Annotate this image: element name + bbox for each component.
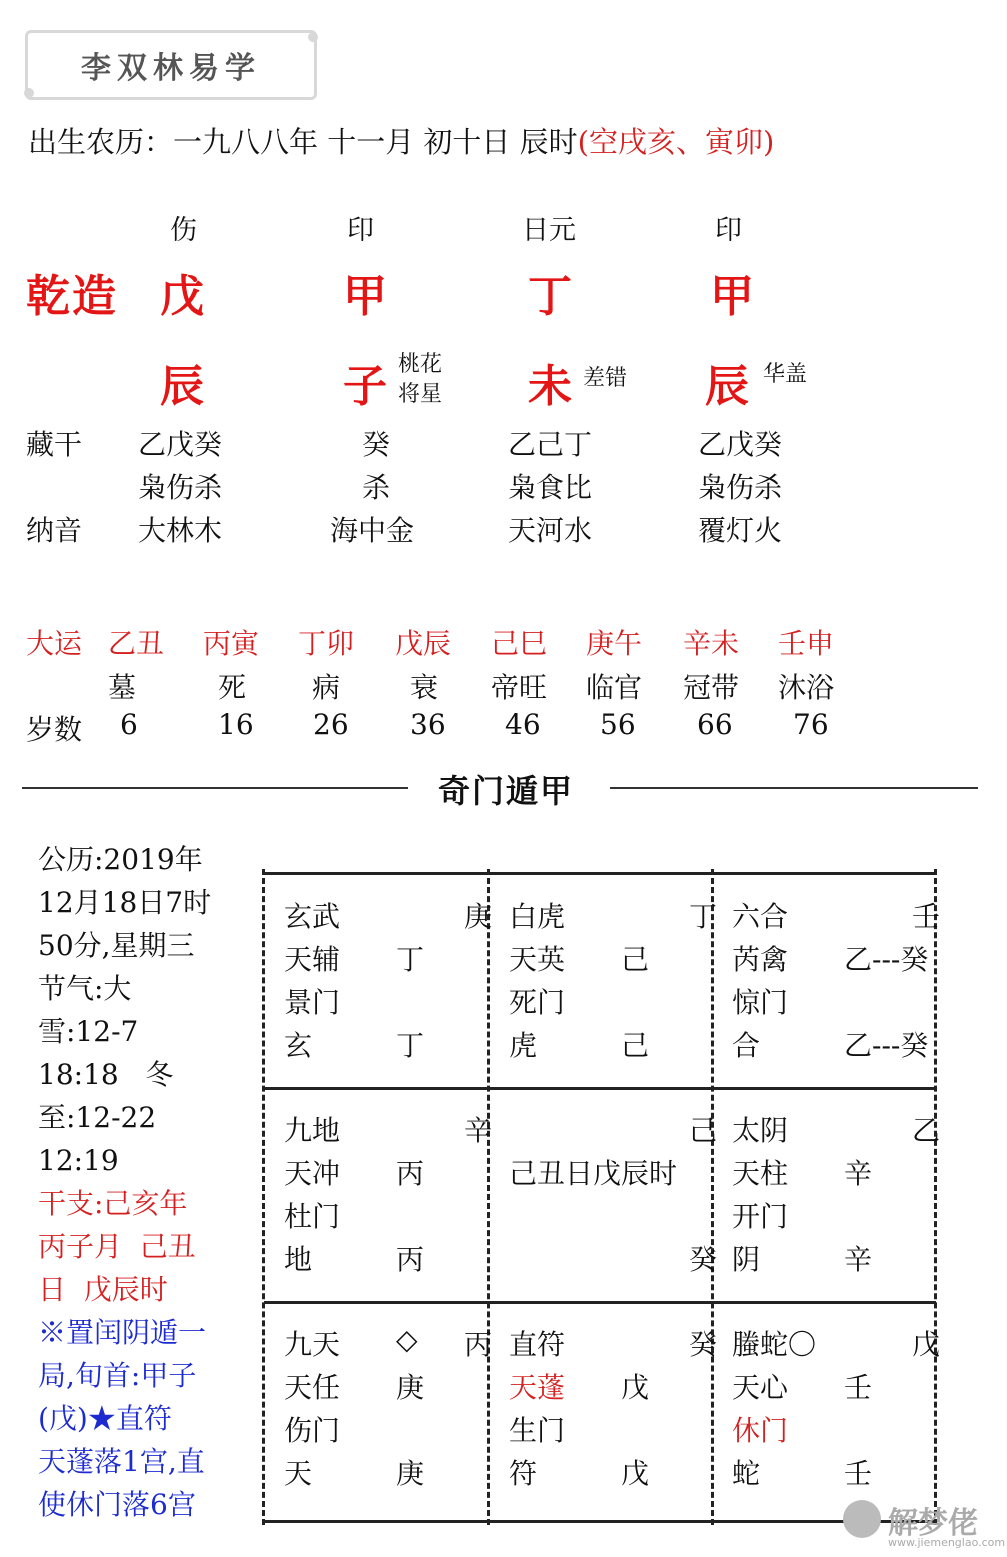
palace-stem: 丁	[688, 900, 717, 933]
dayun-item: 乙丑	[108, 627, 165, 660]
age-value: 6	[120, 708, 138, 741]
hidden-0: 乙戊癸	[138, 428, 223, 461]
palace-primary: 直符	[509, 1328, 566, 1361]
palace-middle: 丁	[396, 943, 425, 976]
palace-primary: 地	[284, 1243, 313, 1276]
dayun-item: 庚午	[586, 627, 643, 660]
palace-primary: 玄	[284, 1029, 313, 1062]
palace-primary: 天心	[732, 1371, 789, 1404]
stem-0: 戊	[160, 271, 206, 322]
grid-vline	[934, 869, 937, 1525]
ganzhi-line: 干支:己亥年	[38, 1187, 188, 1220]
palace-primary: 白虎	[509, 900, 566, 933]
nine-palace-grid	[264, 872, 940, 1523]
god-0: 伤	[170, 215, 197, 246]
palace-middle: 辛	[844, 1243, 873, 1276]
palace-primary: 螣蛇〇	[732, 1328, 817, 1361]
watermark-url: www.jiemenglao.com	[888, 1536, 1006, 1549]
branch-note-1: 桃花 将星	[398, 352, 443, 407]
branch-2: 未	[528, 361, 574, 412]
info-line: 公历:2019年	[38, 843, 203, 876]
age-value: 36	[410, 708, 446, 741]
dayun-item: 己巳	[491, 627, 548, 660]
note-line: (戊)★直符	[38, 1402, 172, 1435]
palace-cell	[732, 1109, 940, 1309]
palace-primary: 天柱	[732, 1157, 789, 1190]
palace-primary: 阴	[732, 1243, 761, 1276]
info-line: 50分,星期三	[38, 929, 195, 962]
brand-box	[25, 30, 317, 100]
brand-title: 李双林易学	[81, 51, 261, 86]
palace-middle: 庚	[396, 1457, 425, 1490]
palace-primary: 死门	[509, 986, 566, 1019]
age-value: 66	[697, 708, 733, 741]
dayun-item: 辛未	[683, 627, 740, 660]
palace-middle: 丙	[396, 1243, 425, 1276]
palace-primary: 玄武	[284, 900, 341, 933]
grid-vline	[262, 869, 265, 1525]
note-line: ※置闰阴遁一	[38, 1316, 207, 1349]
dayun-item: 壬申	[778, 627, 835, 660]
palace-middle: 乙---癸	[844, 1029, 929, 1062]
dayun-stage: 冠带	[683, 671, 740, 704]
dayun-stage: 衰	[410, 671, 439, 704]
age-value: 76	[793, 708, 829, 741]
branch-3: 辰	[705, 361, 751, 412]
palace-cell	[509, 895, 717, 1095]
divider-left	[22, 787, 408, 789]
palace-primary: 九天	[284, 1328, 341, 1361]
note-line: 局,旬首:甲子	[38, 1359, 197, 1392]
dayun-stage: 死	[218, 671, 247, 704]
watermark-text: 解梦佬	[888, 1506, 978, 1541]
stem-2: 丁	[528, 271, 574, 322]
palace-middle: 戊	[621, 1371, 650, 1404]
palace-primary: 符	[509, 1457, 538, 1490]
palace-stem: 己	[688, 1114, 717, 1147]
palace-primary: 芮禽	[732, 943, 789, 976]
stem-1: 甲	[343, 271, 389, 322]
nayin-3: 覆灯火	[698, 514, 783, 547]
brand-corner-dot	[24, 88, 34, 98]
palace-primary: 开门	[732, 1200, 789, 1233]
branch-note-3: 华盖	[763, 362, 808, 387]
age-value: 16	[218, 708, 254, 741]
palace-stem: 癸	[688, 1243, 717, 1276]
age-value: 46	[505, 708, 541, 741]
age-value: 26	[313, 708, 349, 741]
qimen-title: 奇门遁甲	[438, 772, 575, 810]
divider-right	[610, 787, 978, 789]
palace-middle: 壬	[844, 1371, 873, 1404]
brand-corner-dot	[308, 32, 318, 42]
palace-primary: 惊门	[732, 986, 789, 1019]
palace-middle: 己	[621, 943, 650, 976]
info-line: 至:12-22	[38, 1101, 157, 1134]
nayin-label: 纳音	[26, 514, 83, 547]
palace-cell	[284, 895, 492, 1095]
palace-middle: 丙	[396, 1157, 425, 1190]
palace-primary: 太阴	[732, 1114, 789, 1147]
palace-primary: 天	[284, 1457, 313, 1490]
dayun-item: 丁卯	[298, 627, 355, 660]
branch-0: 辰	[160, 361, 206, 412]
info-line: 18:18 冬	[38, 1058, 174, 1091]
palace-primary: 伤门	[284, 1414, 341, 1447]
hidden-god-1: 杀	[362, 471, 391, 504]
palace-stem: 丙	[463, 1328, 492, 1361]
dayun-label: 大运	[26, 627, 83, 660]
god-2: 日元	[522, 215, 576, 246]
branch-note-2: 差错	[583, 366, 628, 391]
palace-primary: 合	[732, 1029, 761, 1062]
palace-middle: 辛	[844, 1157, 873, 1190]
palace-middle: 丁	[396, 1029, 425, 1062]
palace-middle: 乙---癸	[844, 943, 929, 976]
stem-3: 甲	[710, 271, 756, 322]
palace-stem: 癸	[688, 1328, 717, 1361]
dayun-stage: 病	[312, 671, 341, 704]
hidden-god-0: 枭伤杀	[138, 471, 223, 504]
dayun-stage: 帝旺	[491, 671, 548, 704]
palace-stem: 庚	[463, 900, 492, 933]
hidden-god-2: 枭食比	[508, 471, 593, 504]
palace-cell	[509, 1109, 717, 1309]
palace-primary: 天蓬	[509, 1371, 566, 1404]
info-line: 雪:12-7	[38, 1015, 139, 1048]
nayin-0: 大林木	[138, 514, 223, 547]
palace-primary: 天辅	[284, 943, 341, 976]
palace-primary: 九地	[284, 1114, 341, 1147]
palace-stem: 戊	[911, 1328, 940, 1361]
watermark-logo-icon	[843, 1500, 881, 1538]
palace-primary: 天英	[509, 943, 566, 976]
palace-primary: 天冲	[284, 1157, 341, 1190]
branch-1: 子	[343, 361, 389, 412]
dayun-stage: 临官	[586, 671, 643, 704]
god-1: 印	[347, 215, 374, 246]
dayun-stage: 墓	[108, 671, 137, 704]
palace-primary: 蛇	[732, 1457, 761, 1490]
palace-cell	[284, 1109, 492, 1309]
kong-wang: (空戌亥、寅卯)	[577, 125, 775, 159]
palace-primary: 虎	[509, 1029, 538, 1062]
dayun-stage: 沐浴	[778, 671, 835, 704]
palace-middle: 己	[621, 1029, 650, 1062]
palace-middle: 戊	[621, 1457, 650, 1490]
birth-line	[28, 120, 774, 161]
info-line: 12:19	[38, 1144, 119, 1177]
hidden-3: 乙戊癸	[698, 428, 783, 461]
info-line: 节气:大	[38, 972, 132, 1005]
grid-vline	[487, 869, 490, 1525]
nayin-1: 海中金	[330, 514, 415, 547]
grid-vline	[711, 869, 714, 1525]
birth-date: 出生农历：一九八八年 十一月 初十日 辰时	[28, 125, 578, 159]
palace-primary: 六合	[732, 900, 789, 933]
palace-middle: 壬	[844, 1457, 873, 1490]
palace-stem: 乙	[911, 1114, 940, 1147]
palace-primary: 天任	[284, 1371, 341, 1404]
note-line: 使休门落6宫	[38, 1488, 196, 1521]
hidden-god-3: 枭伤杀	[698, 471, 783, 504]
palace-middle: 庚	[396, 1371, 425, 1404]
note-line: 天蓬落1宫,直	[38, 1445, 205, 1478]
palace-primary: 杜门	[284, 1200, 341, 1233]
dayun-item: 丙寅	[203, 627, 260, 660]
hidden-1: 癸	[362, 428, 391, 461]
hidden-2: 乙己丁	[508, 428, 593, 461]
chart-heading: 乾造	[26, 271, 118, 322]
palace-middle: ◇	[396, 1323, 418, 1356]
god-3: 印	[715, 215, 742, 246]
palace-primary: 己丑日戊辰时	[509, 1157, 678, 1190]
ganzhi-line: 日 戊辰时	[38, 1273, 168, 1306]
info-line: 12月18日7时	[38, 886, 212, 919]
hidden-label: 藏干	[26, 428, 83, 461]
nayin-2: 天河水	[508, 514, 593, 547]
qimen-info	[38, 838, 238, 1526]
palace-cell	[732, 895, 940, 1095]
palace-primary: 生门	[509, 1414, 566, 1447]
age-label: 岁数	[26, 713, 83, 746]
age-value: 56	[600, 708, 636, 741]
palace-stem: 辛	[463, 1114, 492, 1147]
palace-primary: 休门	[732, 1414, 789, 1447]
palace-cell	[284, 1323, 492, 1523]
palace-cell	[732, 1323, 940, 1523]
palace-stem: 壬	[911, 900, 940, 933]
dayun-item: 戊辰	[395, 627, 452, 660]
ganzhi-line: 丙子月 己丑	[38, 1230, 196, 1263]
palace-cell	[509, 1323, 717, 1523]
palace-primary: 景门	[284, 986, 341, 1019]
